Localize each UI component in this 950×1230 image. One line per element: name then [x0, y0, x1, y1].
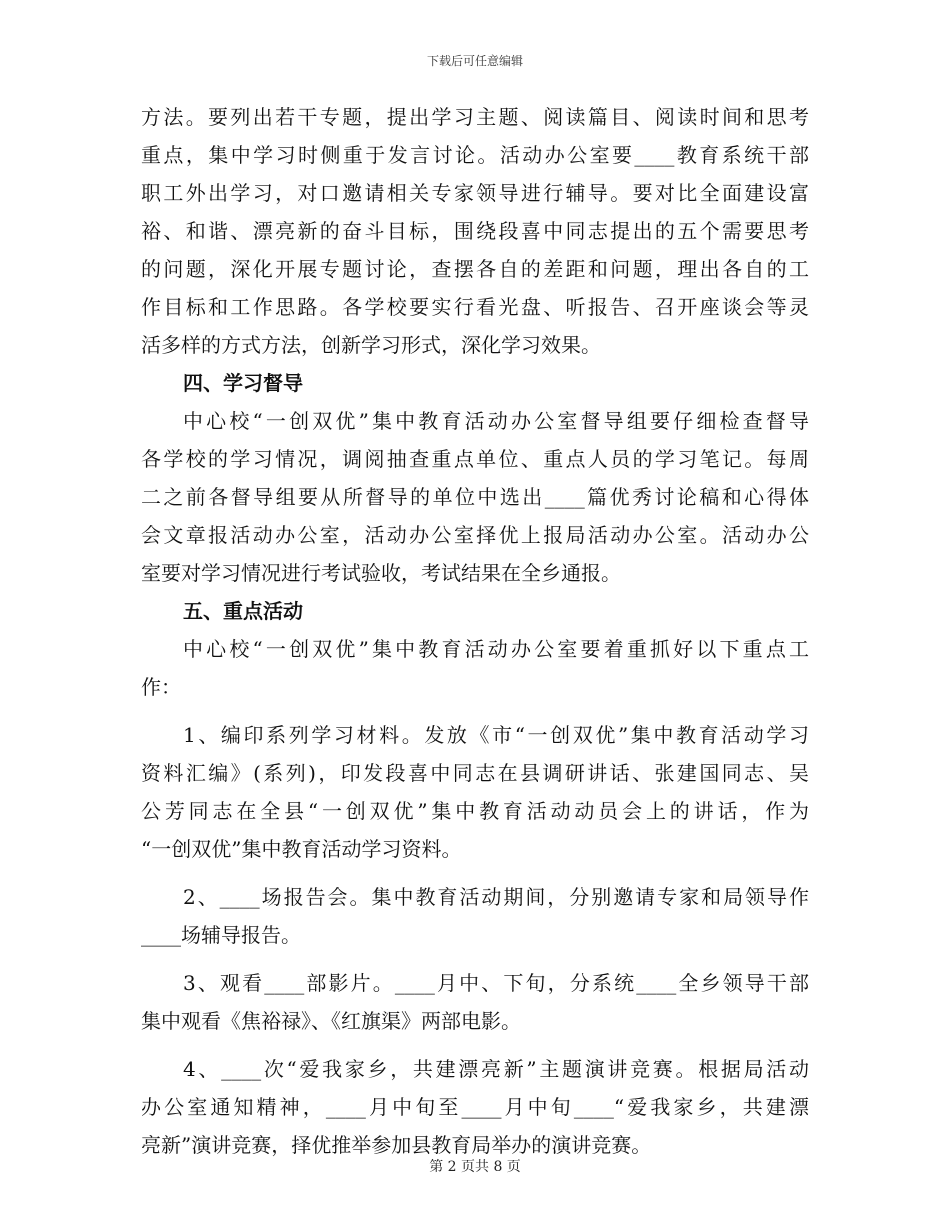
list-item — [141, 964, 809, 1040]
text-line: 中心校“一创双优”集中教育活动办公室要着重抓好以下重点工 — [183, 637, 809, 661]
document-body — [141, 98, 809, 1164]
page-footer: 第 2 页共 8 页 — [429, 1159, 521, 1175]
paragraph — [141, 630, 809, 706]
text-line: 裕、和谐、漂亮新的奋斗目标，围绕段喜中同志提出的五个需要思考 — [141, 219, 809, 243]
text-line: 二之前各督导组要从所督导的单位中选出____篇优秀讨论稿和心得体 — [141, 485, 809, 509]
text-line: 重点，集中学习时侧重于发言讨论。活动办公室要____教育系统干部 — [141, 143, 809, 167]
section-heading: 五、重点活动 — [183, 599, 303, 623]
text-line: 作： — [141, 675, 181, 699]
text-line: 3、观看____部影片。____月中、下旬，分系统____全乡领导干部 — [183, 971, 809, 995]
text-line: 作目标和工作思路。各学校要实行看光盘、听报告、召开座谈会等灵 — [141, 295, 809, 319]
paragraph — [141, 402, 809, 592]
text-line: ____场辅导报告。 — [141, 923, 301, 947]
text-line: 中心校“一创双优”集中教育活动办公室督导组要仔细检查督导 — [183, 409, 809, 433]
text-line: 职工外出学习，对口邀请相关专家领导进行辅导。要对比全面建设富 — [141, 181, 809, 205]
section-heading: 四、学习督导 — [183, 371, 303, 395]
text-line: 会文章报活动办公室，活动办公室择优上报局活动办公室。活动办公 — [141, 523, 809, 547]
text-line: 各学校的学习情况，调阅抽查重点单位、重点人员的学习笔记。每周 — [141, 447, 809, 471]
text-line: 亮新”演讲竞赛，择优推举参加县教育局举办的演讲竞赛。 — [141, 1133, 652, 1157]
list-item — [141, 1050, 809, 1164]
text-line: 资料汇编》(系列)，印发段喜中同志在县调研讲话、张建国同志、吴 — [141, 761, 809, 785]
list-item — [141, 716, 809, 868]
text-line: 活多样的方式方法，创新学习形式，深化学习效果。 — [141, 333, 601, 357]
text-line: 4、____次“爱我家乡，共建漂亮新”主题演讲竞赛。根据局活动 — [183, 1057, 809, 1081]
text-line: 室要对学习情况进行考试验收，考试结果在全乡通报。 — [141, 561, 621, 585]
text-line: 集中观看《焦裕禄》、《红旗渠》两部电影。 — [141, 1009, 521, 1033]
paragraph — [141, 98, 809, 364]
text-line: 办公室通知精神，____月中旬至____月中旬____“爱我家乡，共建漂 — [141, 1095, 809, 1119]
text-line: 公芳同志在全县“一创双优”集中教育活动动员会上的讲话，作为 — [141, 799, 809, 823]
text-line: 方法。要列出若干专题，提出学习主题、阅读篇目、阅读时间和思考 — [141, 105, 809, 129]
page-header: 下载后可任意编辑 — [426, 54, 523, 68]
text-line: 2、____场报告会。集中教育活动期间，分别邀请专家和局领导作 — [183, 885, 809, 909]
list-item — [141, 878, 809, 954]
text-line: 1、编印系列学习材料。发放《市“一创双优”集中教育活动学习 — [183, 723, 809, 747]
text-line: 的问题，深化开展专题讨论，查摆各自的差距和问题，理出各自的工 — [141, 257, 809, 281]
text-line: “一创双优”集中教育活动学习资料。 — [141, 837, 462, 861]
